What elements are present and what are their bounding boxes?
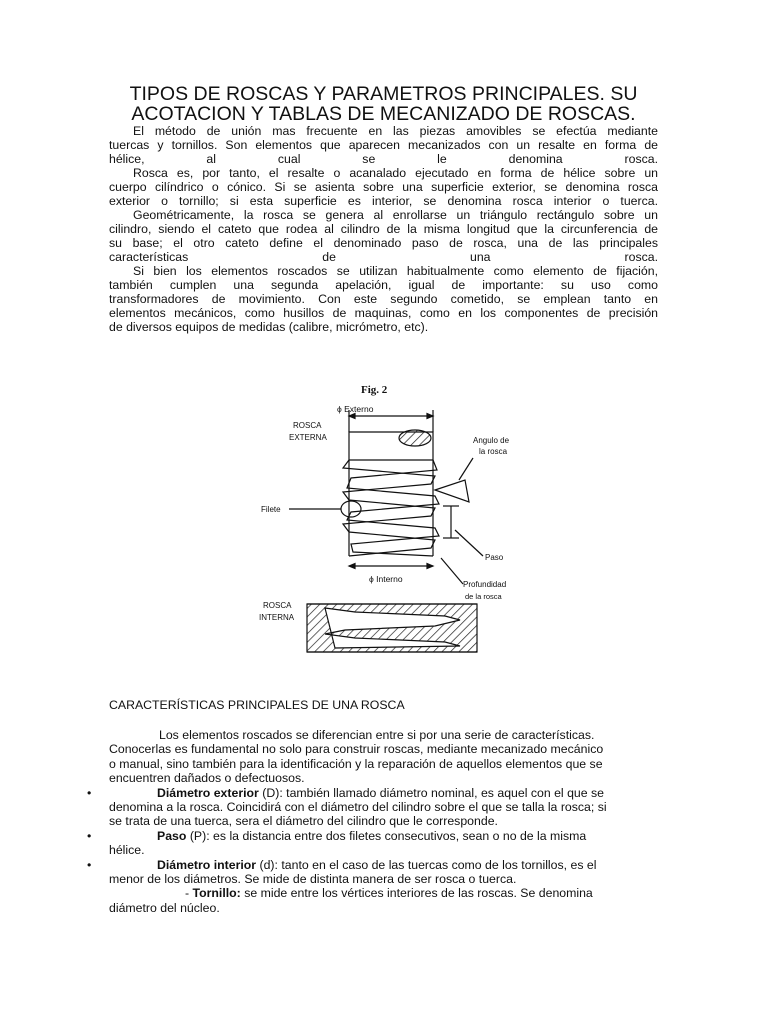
bullet-icon: • (87, 828, 92, 843)
text-line: transformadores de movimiento. Con este segundo cometido, se emplean tanto en (109, 292, 658, 306)
document (109, 84, 658, 334)
bullet-term: Paso (157, 828, 187, 843)
bullet-icon: • (87, 785, 92, 800)
label-filete: Filete (261, 505, 281, 514)
text-line: o manual, sino también para la identificación y la reparación de aquellos elementos que se (109, 756, 603, 771)
label-rosca-interna-1: ROSCA (263, 601, 292, 610)
paragraph-1 (109, 124, 658, 166)
text-line: su base; el otro cateto define el denominado paso de rosca, una de las principales (109, 236, 658, 250)
text-line: Si bien los elementos roscados se utilizan habitualmente como elemento de fijación, (133, 264, 658, 278)
text-line: tuercas y tornillos. Son elementos que aparecen mecanizados con un resalte en forma de (109, 138, 658, 152)
bullet-term: Diámetro interior (157, 857, 257, 872)
bullet-item (87, 857, 669, 887)
text-line: Los elementos roscados se diferencian entre si por una serie de características. (159, 728, 595, 742)
text-line: también cumplen una segunda apelación, igual de importante: su uso como (109, 278, 658, 292)
sub-text: se mide entre los vértices interiores de las roscas. Se denomina (240, 886, 593, 901)
label-rosca-externa-2: EXTERNA (289, 433, 327, 442)
label-rosca-interna-2: INTERNA (259, 613, 295, 622)
label-externo: ϕ Externo (337, 404, 374, 414)
text-line: encuentren dañados o defectuosos. (109, 771, 305, 786)
text-line: se trata de una tuerca, sera el diámetro del cilindro que le corresponde. (109, 814, 498, 829)
text-line: hélice, al cual se le denomina rosca. (109, 152, 658, 166)
text-line: menor de los diámetros. Se mide de distinta manera de ser rosca o tuerca. (109, 872, 517, 887)
label-angulo-1: Angulo de (473, 436, 510, 445)
bullet-text: (P): es la distancia entre dos filetes consecutivos, sean o no de la misma (186, 828, 587, 843)
internal-thread-drawing (307, 604, 477, 652)
bullet-term: Diámetro exterior (157, 785, 259, 800)
paragraph-4 (109, 264, 658, 334)
section-title: CARACTERÍSTICAS PRINCIPALES DE UNA ROSCA (109, 698, 405, 712)
text-line: Conocerlas es fundamental no solo para construir roscas, mediante mecanizado mecánico (109, 742, 604, 757)
text-line: El método de unión mas frecuente en las piezas amovibles se efectúa mediante (133, 124, 658, 138)
text-line: cuerpo cilíndrico o cónico. Si se asienta sobre una superficie exterior, se denomina rosca (109, 180, 658, 194)
paragraph-2 (109, 166, 658, 208)
label-paso: Paso (485, 553, 504, 562)
sub-term: Tornillo: (192, 886, 241, 901)
text-line: cilindro, siendo el cateto que rodea al cilindro de la misma longitud que la circunferencia de (109, 222, 658, 236)
text-line: diámetro del núcleo. (109, 900, 220, 915)
label-interno: ϕ Interno (369, 574, 403, 584)
bullet-item (87, 828, 669, 858)
paragraph-3 (109, 208, 658, 264)
characteristics-body (87, 728, 669, 915)
label-profundidad-2: de la rosca (465, 592, 502, 601)
text-line: hélice. (109, 843, 145, 858)
bullet-text: (D): también llamado diámetro nominal, es aquel con el que se (258, 785, 605, 800)
text-line: Geométricamente, la rosca se genera al enrollarse un triángulo rectángulo sobre un (133, 208, 658, 222)
label-angulo-2: la rosca (479, 447, 508, 456)
bullet-text: (d): tanto en el caso de las tuercas como de los tornillos, es el (256, 857, 597, 872)
thread-figure (255, 380, 525, 660)
text-line: elementos mecánicos, como husillos de maquinas, como en los componentes de precisión (109, 306, 658, 320)
text-line: Rosca es, por tanto, el resalte o acanalado ejecutado en forma de hélice sobre un (133, 166, 658, 180)
title-line-2: ACOTACION Y TABLAS DE MECANIZADO DE ROSCAS. (131, 103, 636, 125)
text-line: características de una rosca. (109, 250, 658, 264)
figure-caption: Fig. 2 (361, 384, 388, 396)
sub-item: - Tornillo: se mide entre los vértices interiores de las roscas. Se denomina (185, 886, 593, 901)
text-line: denomina a la rosca. Coincidirá con el diámetro del cilindro sobre el que se talla la rosca; si (109, 800, 607, 815)
label-profundidad-1: Profundidad (463, 580, 507, 589)
title-line-1: TIPOS DE ROSCAS Y PARAMETROS PRINCIPALES. SU (129, 83, 638, 105)
label-rosca-externa-1: ROSCA (293, 421, 322, 430)
bullet-icon: • (87, 857, 92, 872)
text-line: de diversos equipos de medidas (calibre, micrómetro, etc). (109, 320, 429, 334)
bullet-item (87, 785, 669, 829)
text-line: exterior o tornillo; si esta superficie es interior, se denomina rosca interior o tuerca. (109, 194, 658, 208)
